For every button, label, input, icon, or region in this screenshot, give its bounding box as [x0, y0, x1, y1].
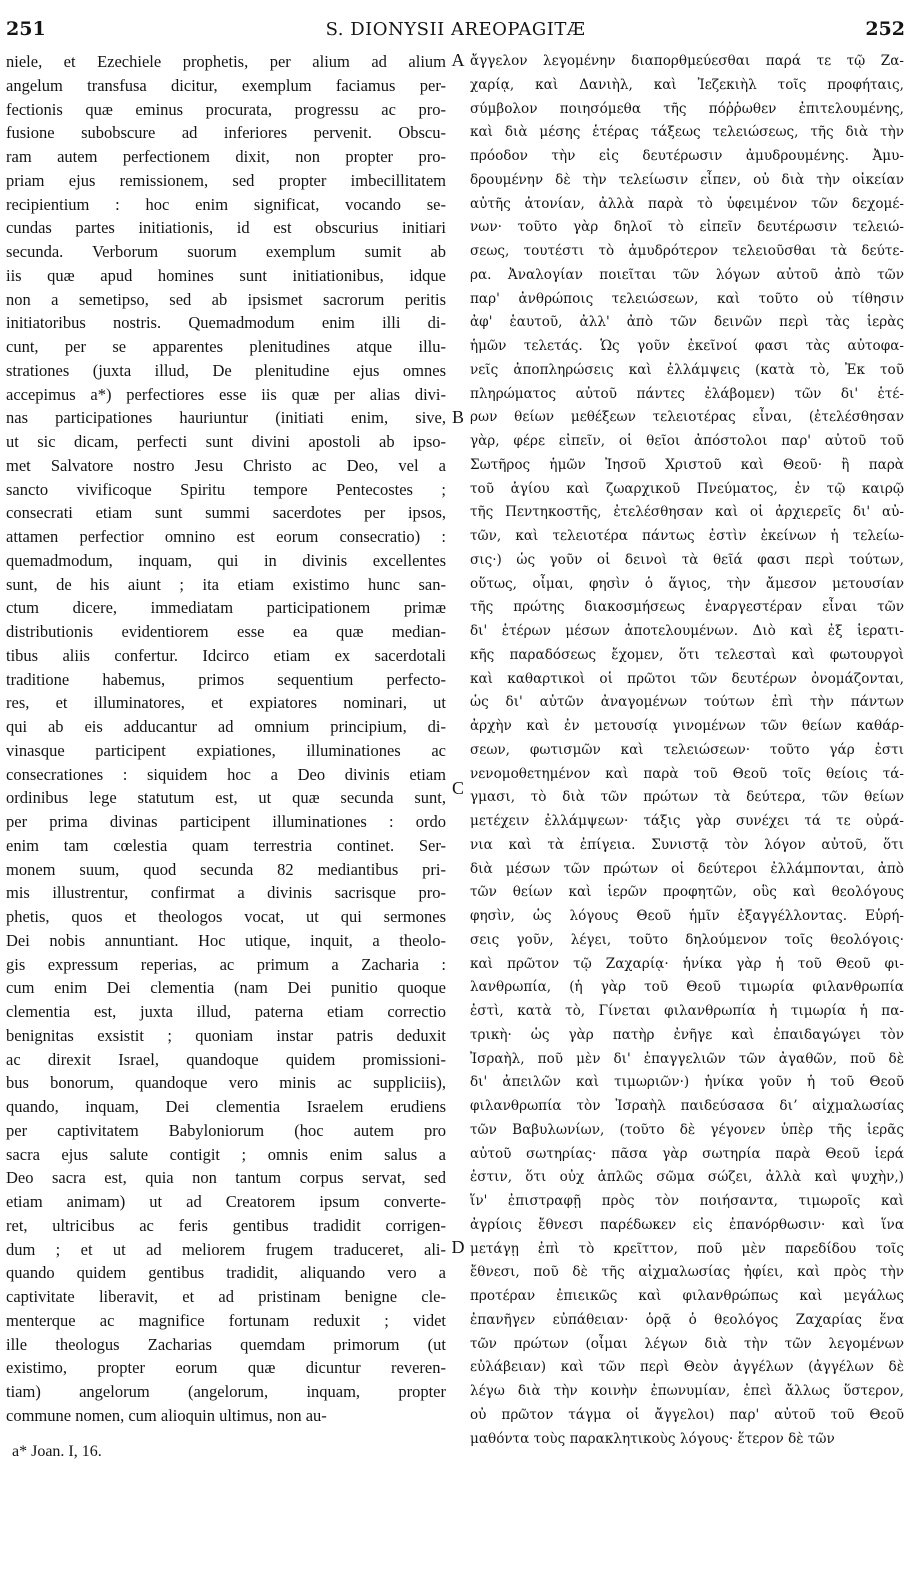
latin-text-line: Dei nobis annuntiant. Hoc utique, inquit, a theolo- — [6, 930, 446, 950]
running-title: S. DIONYSII AREOPAGITÆ — [325, 19, 586, 40]
greek-text-line: τρικὴ· ὡς γὰρ πατὴρ ἐνῆγε καὶ ἐπαιδαγώγει τὸν — [470, 1026, 904, 1043]
greek-text-line: ἔθνεσι, ποῦ δὲ τῆς αἰχμαλωσίας ἠφίει, καὶ πρὸς τὴν — [470, 1264, 904, 1281]
page-header — [0, 18, 911, 48]
latin-text-line: clementia est, juxta illud, paterna etiam correctio — [6, 1002, 446, 1021]
greek-text-line: τῆς Πεντηκοστῆς, ἐτελέσθησαν καὶ οἱ ἀρχιερεῖς δι' αὐ- — [470, 504, 904, 521]
greek-text-line: πληρώματος αὐτοῦ πάντες ἐλάβομεν) τῶν δι' ἑτέ- — [470, 385, 904, 402]
greek-text-line: σύμβολον ποιησόμεθα τῆς πόῤῥωθεν ἐπιτελουμένης, — [470, 100, 904, 117]
latin-text-line: consecrati etiam sunt summi sacerdotes per ipsos, — [6, 503, 446, 523]
greek-text-line: νια καὶ τὰ ἐπίγεια. Συνιστᾷ τὸν λόγον αὐτοῦ, ὅτι — [470, 836, 904, 853]
latin-text-line: cum enim Dei clementia (nam Dei punitio quoque — [6, 978, 446, 998]
greek-text-line: σις·) ὡς γοῦν οἱ δεινοὶ τὰ θεῖά φασι περὶ τούτων, — [470, 551, 904, 568]
page-number-right: 252 — [865, 18, 905, 40]
greek-text-line: ἀρχὴν καὶ ἐν μετουσίᾳ γινομένων τῶν θείων καθάρ- — [470, 718, 904, 734]
greek-text-line: προτέραν ἐπιεικῶς καὶ φιλανθρώπως καὶ μεγάλως — [470, 1288, 904, 1304]
margin-marker-c: C — [451, 778, 464, 798]
greek-text-line: ἡμῶν τελετάς. Ὡς γοῦν ἐκεῖνοί φασι τὰς αὐτοφα- — [470, 338, 904, 354]
latin-text-line: dum ; et ut ad meliorem frugem traduceret, ali- — [6, 1239, 446, 1259]
greek-text-line: καὶ διὰ μέσης ἑτέρας τάξεως τελειώσεως, τῆς διὰ τὴν — [470, 124, 904, 141]
latin-text-line: fusione subobscure ad inferiores pervenit. Obscu- — [6, 123, 446, 143]
latin-text-line: consecrationes : siquidem hoc a Deo divinis etiam — [6, 764, 446, 784]
latin-text-line: tiam) angelorum (angelorum, inquam, propter — [6, 1382, 446, 1401]
greek-text-line: Σωτῆρος ἡμῶν Ἰησοῦ Χριστοῦ καὶ Θεοῦ· ἢ παρὰ — [470, 456, 904, 473]
latin-text-line: etiam animam) ut ad Creatorem ipsum converte- — [6, 1192, 446, 1211]
latin-text-line: recipientium : hoc enim significat, vocando se- — [6, 194, 446, 214]
latin-text-line: bus bonorum, quandoque vero minis ac suppliciis), — [6, 1073, 446, 1093]
latin-text-line: fectionis quæ eminus procurata, progressu ac pro- — [6, 99, 446, 119]
latin-text-line: menterque ac magnifice fortunam reduxit ; videt — [6, 1310, 446, 1330]
greek-text-line: ρων θείων μεθέξεων τελειοτέρας εἶναι, (ἐτελέσθησαν — [470, 409, 904, 426]
latin-text-line: monem suum, quod secunda 82 mediantibus pri- — [6, 859, 446, 879]
latin-text-line: traditione habemus, primos sequentium perfecto- — [6, 669, 446, 689]
latin-text-line: tibus aliis confertur. Idcirco etiam ex sacerdotali — [6, 645, 446, 665]
greek-text-line: ἀγρίοις ἔθνεσι παρέδωκεν εἰς ἐπανόρθωσιν· καὶ ἵνα — [470, 1216, 904, 1233]
latin-text-line: per captivitatem Babyloniorum (hoc autem pro — [6, 1120, 446, 1140]
greek-text-line: φιλανθρωπία τὸν Ἰσραὴλ παιδεύσασα διʼ αἰχμαλωσίας — [470, 1098, 904, 1114]
latin-text-line: Deo sacra est, quia non tantum corpus servat, sed — [6, 1168, 446, 1188]
latin-text-line: met Salvatore nostro Jesu Christo ac Deo, vel a — [6, 455, 446, 475]
greek-text-line: σεις γοῦν, λέγει, τοῦτο δηλούμενον τοῖς θεολόγοις· — [470, 931, 904, 948]
latin-text-line: benignitas exsistit ; quoniam instar patris deduxit — [6, 1025, 446, 1045]
latin-text-line: commune nomen, cum alioquin ultimus, non au- — [6, 1405, 327, 1425]
greek-text-line: τοῦ ἁγίου καὶ ζωαρχικοῦ Πνεύματος, ἐν τῷ καιρῷ — [470, 480, 904, 497]
greek-text-line: μετάγῃ ἐπὶ τὸ κρεῖττον, ποῦ μὲν παρεδίδου τοῖς — [470, 1240, 904, 1257]
latin-text-line: sacra ejus salute contigit ; omnis enim salus a — [6, 1144, 446, 1164]
greek-text-line: αὐτῆς ἀτονίαν, ἀλλὰ παρὰ τὸ ὑφειμένον τῶν δεχομέ- — [470, 195, 904, 212]
latin-text-line: niele, et Ezechiele prophetis, per alium ad alium — [6, 52, 446, 71]
latin-text-line: ut sic dicam, perfecti sunt divini apostoli ab ipso- — [6, 432, 446, 451]
greek-text-line: σεως, τουτέστι τὸ ἀμυδρότερον τελειοῦσθαι τὰ δεύτε- — [470, 243, 904, 259]
latin-text-line: iis quæ apud homines sunt initiationibus, idque — [6, 265, 446, 285]
greek-text-line: γὰρ, φέρε εἰπεῖν, οἱ θεῖοι ἀπόστολοι παρ' αὐτοῦ τοῦ — [470, 433, 904, 449]
greek-text-line: μαθόντα τοὺς παρακλητικοὺς λόγους· ἕτερον δὲ τῶν — [470, 1430, 835, 1447]
latin-text-line: priam ejus remissionem, sed propter imbecillitatem — [6, 170, 446, 190]
latin-text-line: quemadmodum, inquam, qui in divinis excellentes — [6, 550, 446, 570]
latin-text-line: gis expressum reperias, ac primum a Zacharia : — [6, 954, 446, 974]
greek-text-line: μετέχειν ἐλλάμψεων· τάξις γὰρ συνέχει τά τε οὐρά- — [470, 813, 904, 829]
greek-text-line: νενομοθετημένον καὶ παρὰ τοῦ Θεοῦ τοῖς θείοις τά- — [470, 765, 904, 782]
greek-text-line: εὐλάβειαν) καὶ τῶν περὶ Θεὸν ἀγγέλων (ἀγγέλων δὲ — [470, 1359, 904, 1376]
latin-text-line: ille theologus Zacharias quemdam primorum (ut — [6, 1334, 446, 1354]
greek-text-line: καὶ πρῶτον τῷ Ζαχαρίᾳ· ἡνίκα γὰρ ἡ τοῦ Θεοῦ φι- — [470, 955, 904, 972]
page-number-left: 251 — [6, 18, 46, 40]
greek-text-line: οὐ πρῶτον τάγμα οἱ ἄγγελοι) παρ' αὐτοῦ τοῦ Θεοῦ — [470, 1406, 904, 1423]
greek-text-line: δι' ἑτέρων μέσων ἀποτελουμένων. Διὸ καὶ ἐξ ἱερατι- — [470, 623, 904, 639]
latin-text-line: angelum transfusa dicitur, exemplum faciamus per- — [6, 75, 446, 95]
greek-text-line: πρόοδον τὴν εἰς δευτέρωσιν ἀμυδρουμένης. Ἀμυ- — [470, 148, 904, 164]
latin-text-line: phetis, quos et theologos vocat, ut qui sermones — [6, 907, 446, 926]
greek-text-line: σεων, φωτισμῶν καὶ τελειώσεων· τοῦτο γάρ ἐστι — [470, 741, 904, 758]
latin-text-line: mis illustrentur, confirmat a divinis sacrisque pro- — [6, 883, 446, 903]
greek-text-line: ἄγγελον λεγομένην διαπορθμεύεσθαι παρά τε τῷ Ζα- — [470, 53, 904, 69]
greek-text-line: γμασι, τὸ διὰ τῶν πρώτων τὰ δεύτερα, τῶν θείων — [470, 789, 904, 806]
latin-text-line: secunda. Verborum suorum exemplum sumit ab — [6, 242, 446, 261]
latin-text-line: ram autem perfectionem dixit, non propter pro- — [6, 147, 446, 166]
latin-text-line: per prima divinas participent illuminationes : ordo — [6, 812, 446, 831]
greek-text-line: τῆς πρώτης διακοσμήσεως ἐναργεστέραν εἶναι τῶν — [470, 599, 904, 616]
latin-text-line: ret, ultricibus ac feris gentibus tradidit corrigen- — [6, 1215, 446, 1235]
greek-text-line: διὰ μέσων τῶν πρώτων οἱ δεύτεροι ἐλλάμπονται, ἀπὸ — [470, 860, 904, 877]
greek-text-line: καὶ καθαρτικοὶ οἱ πρῶτοι τῶν δευτέρων ὀνομάζονται, — [470, 670, 904, 687]
latin-text-line: ordinibus lege statutum est, ut quæ secunda sunt, — [6, 788, 446, 808]
greek-text-line: ὡς δι' αὐτῶν ἀναγομένων τούτων ἐπὶ τὴν πάντων — [470, 694, 904, 711]
latin-text-line: ac direxit Israel, quandoque quidem promissioni- — [6, 1049, 446, 1069]
latin-text-line: accepimus a*) perfectiores esse iis quæ per alias divi- — [6, 384, 446, 404]
greek-text-line: τῶν θείων καὶ ἱερῶν προφητῶν, οὓς καὶ θεολόγους — [470, 884, 904, 901]
greek-text-line: λανθρωπία, (ἡ γὰρ τοῦ Θεοῦ τιμωρία φιλανθρωπία — [470, 979, 904, 996]
greek-text-line: ἐστιν, ὅτι οὐχ ἁπλῶς σῶμα σώζει, ἀλλὰ καὶ ψυχὴν,) — [470, 1169, 904, 1186]
latin-text-line: attamen perfectior omnino est eorum consecratio) : — [6, 527, 446, 546]
footnote: a* Joan. I, 16. — [12, 1443, 102, 1460]
latin-text-line: captivitate liberavit, et ad pristinam benigne cle- — [6, 1287, 446, 1306]
greek-text-line: τῶν Βαβυλωνίων, (τοῦτο δὲ γέγονεν ὑπὲρ τῆς ἱερᾶς — [470, 1121, 904, 1138]
latin-text-line: non a semetipso, sed ab ipsismet sacrorum peritis — [6, 289, 446, 309]
latin-text-line: res, et illuminatores, et expiatores nominari, ut — [6, 693, 446, 713]
greek-text-line: νεῖς ἀποπληρώσεις καὶ ἐλλάμψεις (κατὰ τὸ, Ἐκ τοῦ — [470, 361, 904, 378]
latin-text-line: sancto vivificoque Spiritu tempore Pentecostes ; — [6, 479, 446, 499]
latin-text-line: vinasque participent expiationes, illuminationes ac — [6, 740, 446, 760]
greek-text-line: Ἰσραὴλ, ποῦ μὲν δι' ἐπαγγελιῶν τῶν ἀγαθῶν, ποῦ δὲ — [470, 1050, 904, 1067]
greek-text-line: λέγω διὰ τὴν κοινὴν ἐπωνυμίαν, ἐπεὶ ἄλλως ὕστερον, — [470, 1383, 904, 1399]
greek-text-line: ρα. Ἀναλογίαν ποιεῖται τῶν λόγων αὐτοῦ ἀπὸ τῶν — [470, 266, 904, 283]
latin-text-line: quando quidem gentibus tradidit, aliquando vero a — [6, 1263, 446, 1283]
latin-text-line: cunt, per se apparentes plenitudines atque illu- — [6, 337, 446, 356]
margin-marker-d: D — [451, 1237, 465, 1257]
greek-text-line: αὐτοῦ σωτηρίας· πᾶσα γὰρ σωτηρία παρὰ Θεοῦ ἱερά — [470, 1145, 904, 1162]
greek-column — [470, 50, 904, 1451]
greek-text-line: νων· τοῦτο γὰρ δηλοῖ τὸ εἰπεῖν δευτέρωσιν τελειώ- — [470, 219, 904, 236]
latin-text-line: quando, inquam, Dei clementia Israelem erudiens — [6, 1097, 446, 1116]
greek-text-line: τῶν, καὶ τελειοτέρα πάντως ἐστὶν ἐκείνων ἡ τελείω- — [470, 528, 904, 544]
latin-text-line: distributionis evidentiorem esse ea quæ median- — [6, 622, 446, 641]
latin-text-line: initiatoribus nostris. Quemadmodum enim illi di- — [6, 313, 446, 333]
latin-text-line: qui ab eis adducantur ad omnium principium, di- — [6, 717, 446, 736]
latin-text-line: nas participationes hauriuntur (initiati enim, sive, — [6, 408, 446, 428]
greek-text-line: ἵν' ἐπιστραφῇ πρὸς τὸν ποιήσαντα, τιμωροῖς καὶ — [470, 1193, 904, 1209]
latin-text-line: existimo, propter eorum quæ dicuntur reveren- — [6, 1358, 446, 1378]
greek-text-line: οὕτως, οἶμαι, φησὶν ὁ ἅγιος, τὴν ἄμεσον μετουσίαν — [470, 575, 904, 592]
latin-column — [6, 50, 446, 1428]
latin-text-line: strationes (juxta illud, De plenitudine ejus omnes — [6, 360, 446, 380]
latin-text-line: ctum dicere, immediatam participationem primæ — [6, 598, 446, 618]
greek-text-line: χαρίᾳ, καὶ Δανιὴλ, καὶ Ἰεζεκιὴλ τοῖς προφήταις, — [470, 76, 904, 93]
greek-text-line: ἐπανῆγεν εὐπάθειαν· ὁρᾷ ὁ θεολόγος Ζαχαρίας ἕνα — [470, 1311, 904, 1328]
greek-text-line: δρουμένην δὲ τὴν τελείωσιν εἶπεν, οὐ διὰ τὴν οἰκείαν — [470, 171, 904, 188]
latin-text-line: sunt, de his aiunt ; ita etiam existimo hunc san- — [6, 574, 446, 594]
latin-text-line: cundas partes initiationis, id est obscurius initiari — [6, 218, 446, 238]
greek-text-line: ἐστὶ, κατὰ τὸ, Γίνεται φιλανθρωπία ἡ τιμωρία ἡ πα- — [470, 1003, 904, 1019]
margin-marker-b: B — [451, 407, 464, 427]
greek-text-line: κῆς παραδόσεως ἔχομεν, ὅτι τελεσταὶ καὶ φωτουργοὶ — [470, 646, 904, 663]
margin-marker-a: A — [451, 50, 465, 70]
latin-text-line: enim tam cœlestia quam terrestria continet. Ser- — [6, 835, 446, 855]
greek-text-line: φησὶν, ὡς λόγους Θεοῦ ἡμῖν ἐξαγγέλλοντας. Εὑρή- — [470, 908, 904, 924]
greek-text-line: δι' ἀπειλῶν καὶ τιμωριῶν·) ἡνίκα γοῦν ἡ τοῦ Θεοῦ — [470, 1074, 904, 1091]
greek-text-line: τῶν πρώτων (οἶμαι λέγων διὰ τὴν τῶν λεγομένων — [470, 1335, 904, 1352]
greek-text-line: παρ' ἀνθρώποις τελειώσεων, καὶ τοῦτο οὐ τίθησιν — [470, 290, 904, 307]
greek-text-line: ἀφ' ἑαυτοῦ, ἀλλ' ἀπὸ τῶν δεινῶν περὶ τὰς ἱερὰς — [470, 314, 904, 331]
